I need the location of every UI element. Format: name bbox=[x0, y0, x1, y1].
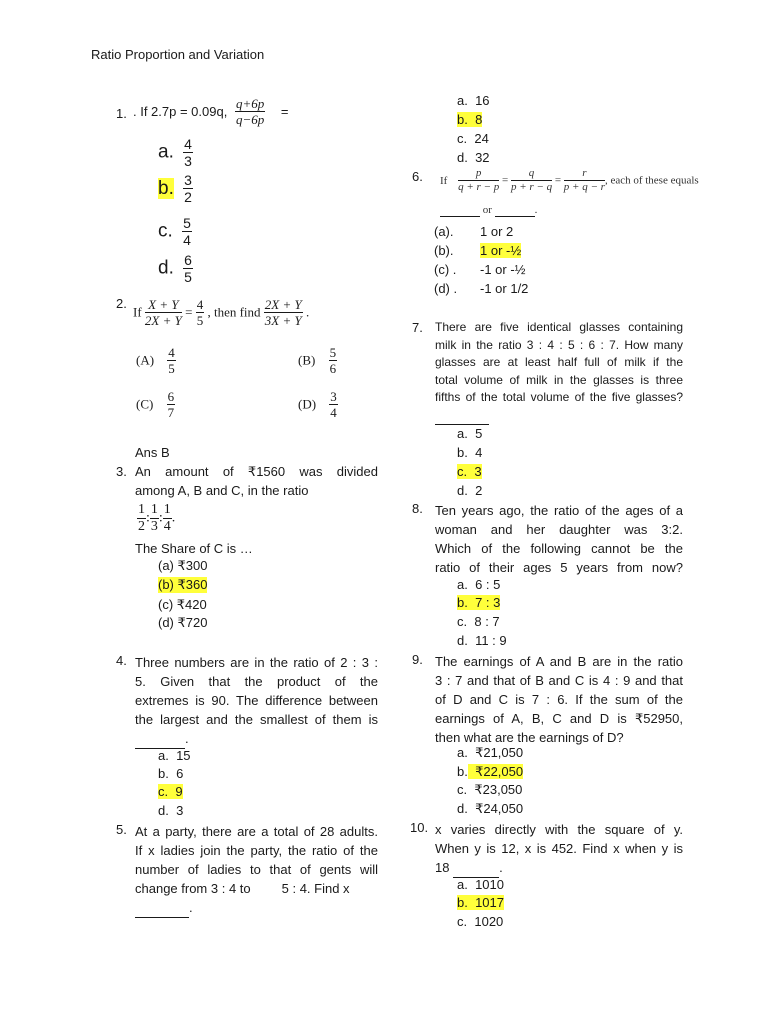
question-8-option-c[interactable]: c. 8 : 7 bbox=[457, 614, 500, 629]
question-7-blank[interactable] bbox=[435, 407, 489, 426]
question-2-option-d[interactable]: (D) $\frac{3}{4}$ bbox=[298, 389, 337, 420]
question-1-option-a[interactable]: a. $\frac{4}{3}$ bbox=[158, 136, 192, 169]
question-4-option-a[interactable]: a. 15 bbox=[158, 748, 191, 763]
question-1-fraction: $\frac{q+6p}{q-6p}$ bbox=[235, 96, 265, 127]
question-8-option-b[interactable]: b. 7 : 3 bbox=[457, 595, 501, 610]
question-2-option-b[interactable]: (B) $\frac{5}{6}$ bbox=[298, 345, 337, 376]
question-3-number: 3. bbox=[116, 464, 127, 479]
question-4-number: 4. bbox=[116, 653, 127, 668]
question-10-option-a[interactable]: a. 1010 bbox=[457, 877, 504, 892]
question-1-option-c[interactable]: c. $\frac{5}{4}$ bbox=[158, 215, 191, 248]
question-5-number: 5. bbox=[116, 822, 127, 837]
question-9-option-d[interactable]: d. ₹24,050 bbox=[457, 801, 524, 816]
question-10-text: x varies directly with the square of y. When y is 12, x is 452. Find x when y is 18 . bbox=[435, 820, 683, 878]
question-9-option-b[interactable]: b. ₹22,050 bbox=[457, 764, 524, 779]
question-4-blank[interactable] bbox=[135, 729, 185, 749]
question-3-line-1: An amount of ₹1560 was divided bbox=[135, 464, 378, 479]
question-3-option-c[interactable]: (c) ₹420 bbox=[158, 597, 207, 612]
question-6-blanks: or . bbox=[440, 204, 537, 217]
question-6-number: 6. bbox=[412, 169, 423, 184]
question-3-option-a[interactable]: (a) ₹300 bbox=[158, 558, 208, 573]
question-2-number: 2. bbox=[116, 296, 127, 311]
question-1-number: 1. bbox=[116, 106, 127, 121]
question-2-option-c[interactable]: (C) $\frac{6}{7}$ bbox=[136, 389, 175, 420]
question-8-option-d[interactable]: d. 11 : 9 bbox=[457, 633, 507, 648]
question-5-option-c[interactable]: c. 24 bbox=[457, 131, 489, 146]
question-5-option-b[interactable]: b. 8 bbox=[457, 112, 483, 127]
question-7-option-c[interactable]: c. 3 bbox=[457, 464, 482, 479]
question-4-text: Three numbers are in the ratio of 2 : 3 : 5. Given that the product of the extremes is 90. The difference between the largest and the smallest of them is . bbox=[135, 653, 378, 749]
question-6-option-c[interactable]: (c) . -1 or -½ bbox=[434, 262, 526, 277]
question-9-number: 9. bbox=[412, 652, 423, 667]
question-4-option-d[interactable]: d. 3 bbox=[158, 803, 184, 818]
question-9-option-a[interactable]: a. ₹21,050 bbox=[457, 745, 524, 760]
question-10-blank[interactable] bbox=[453, 858, 499, 878]
question-1-option-d[interactable]: d. $\frac{6}{5}$ bbox=[158, 252, 192, 285]
question-7-option-d[interactable]: d. 2 bbox=[457, 483, 483, 498]
question-7-number: 7. bbox=[412, 320, 423, 335]
question-3-share: The Share of C is … bbox=[135, 541, 253, 556]
question-4-option-c[interactable]: c. 9 bbox=[158, 784, 183, 799]
question-4-option-b[interactable]: b. 6 bbox=[158, 766, 184, 781]
question-3-ratio: $\frac{1}{2}$ : $\frac{1}{3}$ : $\frac{1}{4}$ . bbox=[138, 502, 176, 534]
question-6-option-a[interactable]: (a). 1 or 2 bbox=[434, 224, 514, 239]
question-8-number: 8. bbox=[412, 501, 423, 516]
question-8-text: Ten years ago, the ratio of the ages of a woman and her daughter was 3:2. Which of the following cannot be the ratio of their ages 5 years from now? bbox=[435, 503, 683, 575]
question-6-option-b[interactable]: (b). 1 or -½ bbox=[434, 243, 522, 258]
question-5-option-d[interactable]: d. 32 bbox=[457, 150, 490, 165]
question-3-option-b[interactable]: (b) ₹360 bbox=[158, 577, 208, 592]
question-3-line-2: among A, B and C, in the ratio bbox=[135, 483, 309, 498]
question-7-option-b[interactable]: b. 4 bbox=[457, 445, 483, 460]
question-8-option-a[interactable]: a. 6 : 5 bbox=[457, 577, 501, 592]
question-2-stem: If $\frac{X + Y}{2X + Y}$ = $\frac{4}{5}$ , then find $\frac{2X + Y}{3X + Y}$ . bbox=[133, 297, 310, 328]
question-2-answer: Ans B bbox=[135, 445, 170, 460]
question-9-text: The earnings of A and B are in the ratio 3 : 7 and that of B and C is 4 : 9 and that of D and C is 7 : 6. If the sum of the earnings of A, B, C and D is ₹52950, then what are the earnings of D? bbox=[435, 654, 683, 745]
question-10-number: 10. bbox=[410, 820, 429, 835]
question-3-option-d[interactable]: (d) ₹720 bbox=[158, 615, 208, 630]
question-6-blank-2[interactable] bbox=[495, 204, 535, 217]
question-5-blank[interactable] bbox=[135, 898, 189, 918]
question-1-option-b[interactable]: b. $\frac{3}{2}$ bbox=[158, 172, 192, 205]
question-1-stem: . If 2.7p = 0.09q, $\frac{q+6p}{q-6p}$ = bbox=[133, 96, 289, 127]
question-7-option-a[interactable]: a. 5 bbox=[457, 426, 483, 441]
question-2-option-a[interactable]: (A) $\frac{4}{5}$ bbox=[136, 345, 175, 376]
question-6-stem: If $\frac{p}{q + r - p}$ = $\frac{q}{p + r - q}$ = $\frac{r}{p + q - r}$ , each of these equals bbox=[440, 167, 699, 193]
question-10-option-b[interactable]: b. 1017 bbox=[457, 895, 504, 910]
page-title: Ratio Proportion and Variation bbox=[91, 47, 265, 62]
question-6-blank-1[interactable] bbox=[440, 204, 480, 217]
question-9-option-c[interactable]: c. ₹23,050 bbox=[457, 782, 523, 797]
question-7-text: There are five identical glasses containing milk in the ratio 3 : 4 : 5 : 6 : 7. How many glasses are at least half full of milk if the total volume of milk in the glasses is three fifths of the total volume of the five glasses? bbox=[435, 319, 683, 425]
question-5-option-a[interactable]: a. 16 bbox=[457, 93, 490, 108]
question-10-option-c[interactable]: c. 1020 bbox=[457, 914, 504, 929]
question-6-option-d[interactable]: (d) . -1 or 1/2 bbox=[434, 281, 529, 296]
question-5-text: At a party, there are a total of 28 adults. If x ladies join the party, the ratio of the number of ladies to that of gents will change from 3 : 4 to 5 : 4. Find x . bbox=[135, 822, 378, 918]
question-1-text: . If 2.7p = 0.09q, bbox=[133, 104, 228, 119]
